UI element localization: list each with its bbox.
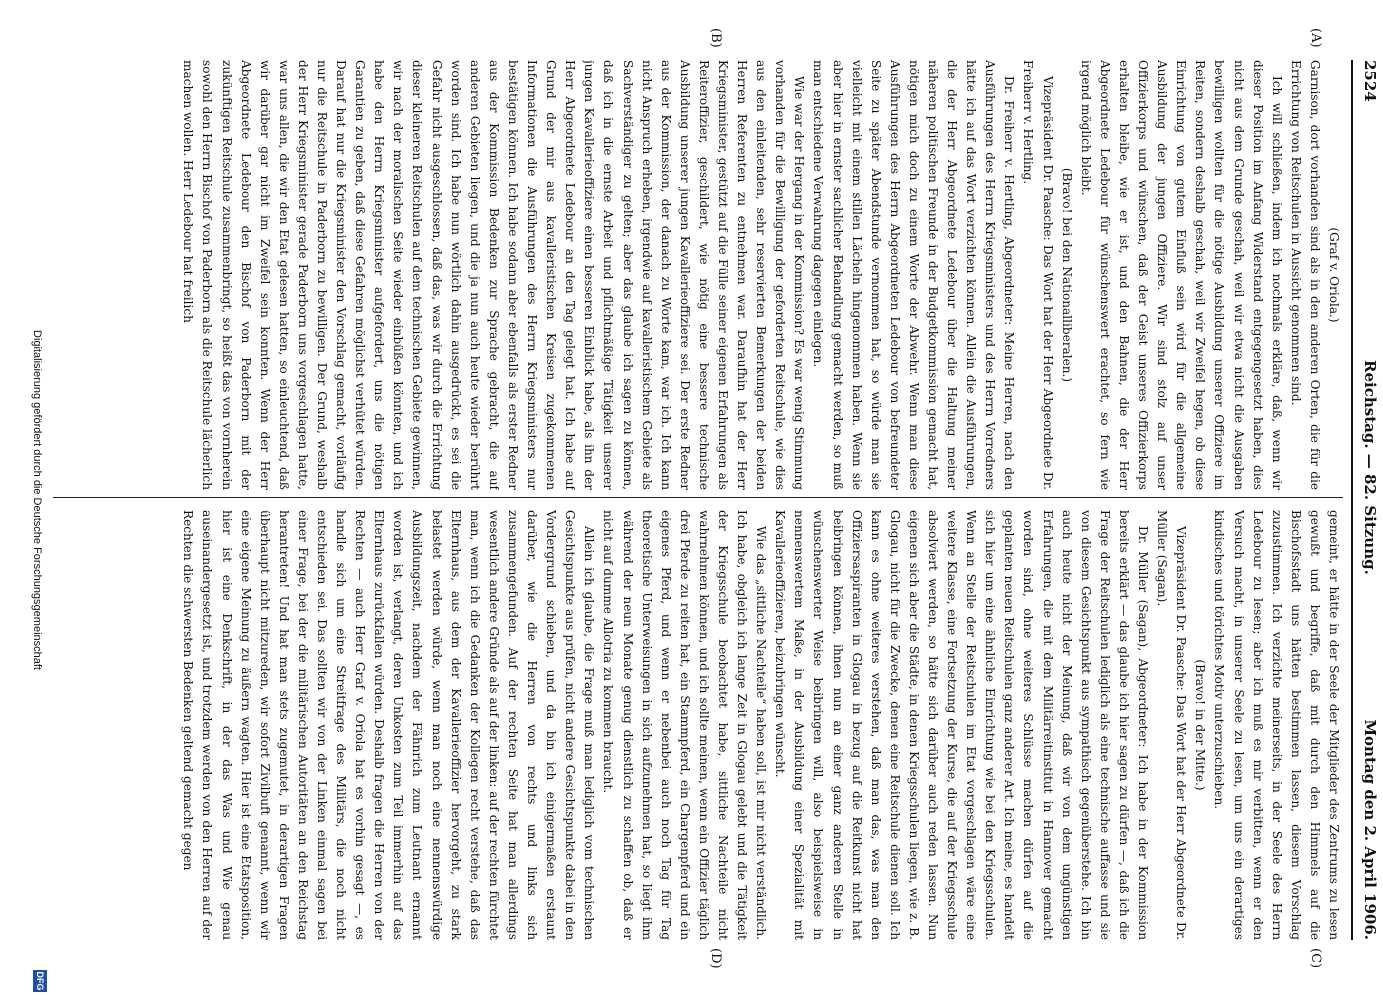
- paragraph: Dr. Freiherr v. Hertling, Abgeordneter: Meine Herren, nach den Ausführungen des Herrn Kriegsministers und des Herrn Vorredners hätte ich auf das Wort verzichten können. Allein die Ausführungen, die der Herr Abgeordnete Ledebour über die Haltung meiner näheren politischen Freunde in der Budgetkommission gemacht hat, nötigen mich doch zu einem Worte der Abwehr. Wenn man diese Ausführungen des Herrn Abgeordneten Ledebour von befreundeter Seite zu später Abendstunde vernommen hat, so würde man sie vielleicht mit einem stillen Lächeln hingenommen haben. Wenn sie aber hier in ernster sachlicher Behandlung gemacht werden, so muß man entschiedene Verwahrung dagegen einlegen.: [811, 60, 1017, 490]
- applause-note: (Bravo! in der Mitte.): [1193, 659, 1208, 791]
- page-title: Reichstag. — 82. Sitzung.: [1361, 360, 1379, 575]
- digitization-note: Digitalisierung gefördert durch die Deutsche Forschungsgemeinschaft: [31, 330, 43, 670]
- paragraph: Wie das „sittliche Nachteile“ haben soll, ist mir nicht verständlich. Ich habe, obgleich ich lange Zeit in Glogau gelebt und die Tätigkeit der Kriegsschule beobachtet habe, sittliche Nachteile nicht wahrnehmen können, und ich sollte meinen, wenn ein Offizier täglich drei Pferde zu reiten hat, ein Stammpferd, ein Chargenpferd und ein eigenes Pferd, und wenn er nebenbei auch noch Tag für Tag theoretische Unterweisungen in sich aufzunehmen hat, so liegt ihm während der neun Monate genug dienstlich zu schaffen ob, daß er nicht auf dumme Allotria zu kommen braucht.: [601, 510, 769, 940]
- header-rule: [1351, 60, 1353, 940]
- dfg-logo: DFG: [35, 971, 45, 991]
- page-number: 2524: [1361, 60, 1379, 102]
- president-remark: Vizepräsident Dr. Paasche: Das Wort hat der Herr Abgeordnete Dr. Müller (Sagan).: [1155, 510, 1189, 940]
- margin-mark-d: (D): [708, 948, 723, 969]
- left-column: [58, 60, 1343, 490]
- paragraph: Garnison, dort vorhanden sind als in den anderen Orten, die für die Errichtung von Reitschulen in Aussicht genommen sind.: [1288, 60, 1322, 490]
- president-remark: Vizepräsident Dr. Paasche: Das Wort hat der Herr Abgeordnete Dr. Freiherr v. Hertling.: [1021, 60, 1055, 490]
- paragraph: Dr. Müller (Sagan), Abgeordneter: Ich habe in der Kommission bereits erklärt — das glaube ich hier sagen zu dürfen —, daß ich die Frage der Reitschulen lediglich als eine technische auffasse und sie von diesem Gesichtspunkt aus sympathisch gegenüberstehe. Ich bin auch heute nicht der Meinung, daß wir von dem ungünstigen Erfahrungen, die mit dem Militärreitinstitut in Hannover gemacht worden sind, ohne weiteres Schlüsse machen dürfen auf die geplanten neuen Reitschulen ganz anderer Art. Ich meine, es handelt sich hier um eine ähnliche Einrichtung wie bei den Kriegsschulen. Wenn an Stelle der Reitschulen im Etat vorgeschlagen wäre eine weitere Klasse, eine Fortsetzung der Kurse, die auf der Kriegsschule absolviert werden, so hätte sich darüber auch reden lassen. Nun eigenen sich aber die Städte, in denen Kriegsschulen liegen, wie z. B. Glogau, nicht für die Zwecke, denen eine Reitschule dienen soll. Ich kann es ohne weiteres verstehen, daß man das, was man den Offiziersaspiranten in Glogau in bezug auf die Reitkunst nicht hat beibringen können, ihnen nun an einer ganz anderen Stelle in wünschenswerter Weise beibringen will, also beispielsweise in nennenswertem Maße, in der Ausbildung einer Spezialität mit Kavallerieoffizieren, beizubringen wünscht.: [773, 510, 1151, 940]
- margin-mark-c: (C): [1308, 948, 1323, 969]
- column-divider: [53, 497, 1343, 498]
- margin-mark-b: (B): [708, 28, 723, 48]
- running-head: [1353, 60, 1379, 940]
- margin-mark-a: (A): [1308, 28, 1323, 48]
- paragraph: Wie war der Hergang in der Kommission? Es war wenig Stimmung vorhanden für die Bewilligung der geforderten Reitschule, wie dies aus den einleitenden, sehr reservierten Bemerkungen der beiden Herren Referenten zu entnehmen war. Daraufhin hat der Herr Kriegsminister, gestützt auf die Fülle seiner eigenen Erfahrungen als Reiteroffizier, geschildert, wie nötig eine bessere technische Ausbildung unserer jungen Kavallerieoffiziere sei. Der erste Redner aus der Kommission, der danach zu Worte kam, war ich. Ich kann nicht Anspruch erheben, irgendwie auf kavalleristischem Gebiete als Sachverständiger zu gelten; aber das glaube ich sagen zu können, daß ich in die ernste Arbeit und pflichtmäßige Tätigkeit unserer jungen Kavallerieoffiziere einen besseren Einblick habe, als ihn der Herr Abgeordnete Ledebour an den Tag gelegt hat. Ich habe auf Grund der mir aus kavalleristischen Kreisen zugekommenen Informationen die Ausführungen des Herrn Kriegsministers nur bestätigen können. Ich habe sodann aber ebenfalls als erster Redner aus der Kommission Bedenken zur Sprache gebracht, die auf anderen Gebieten liegen, und die ja nun auch heute wieder berührt worden sind. Ich habe nun wörtlich dahin ausgedrückt, es sei die Gefahr nicht ausgeschlossen, daß das, was wir durch die Errichtung dieser kleineren Reitschulen auf dem technischen Gebiete gewinnen, wir nach der moralischen Seite wieder einbüßen könnten, und ich habe den Herrn Kriegsminister aufgefordert, uns die nötigen Garantien zu geben, daß diese Gefahren möglichst verhütet würden. Darauf hat nur die Kriegsminister den Vorschlag gemacht, vorläufig nur die Reitschule in Paderborn zu bewilligen. Der Grund, weshalb der Herr Kriegsminister gerade Paderborn uns vorgeschlagen hatte, war uns allen, die wir den Etat gelesen hatten, so einleuchtend, daß wir darüber gar nicht im Zweifel sein konnten. Wenn der Herr Abgeordnete Ledebour den Bischof von Paderborn mit der zukünftigen Reitschule zusammenbringt, so heißt das von vornherein sowohl den Herrn Bischof von Paderborn als die Reitschule lächerlich machen wollen. Herr Ledebour hat freilich: [181, 60, 807, 490]
- applause-note: (Bravo! bei den Nationalliberalen.): [1059, 167, 1074, 383]
- paragraph: gemeint, er hätte in der Seele der Mitglieder des Zentrums zu lesen gewußt und begriffe, daß mit durch den Himmels auf die Bischofsstadt uns hätten bestimmen lassen, diesem Vorschlag zuzustimmen. Ich verzichte meinerseits, in der Seele des Herrn Ledebour zu lesen; aber ich muß es mir verbitten, wenn er den Versuch macht, in unserer Seele zu lesen, um uns ein derartiges kindisches und törichtes Motiv unterzuschieben.: [1212, 510, 1341, 940]
- speaker-continuation: (Graf v. Oriola.): [1327, 227, 1341, 323]
- paragraph: Allein ich glaube, die Frage muß man lediglich vom technischen Gesichtspunkte aus prüfen, nicht andere Gesichtspunkte dabei in den Vordergrund schieben, und da bin ich einigermaßen erstaunt darüber, wie die Herren von rechts und links sich zusammengefunden. Auf der rechten Seite hat man allerdings wesentlich andere Gründe als auf der linken: auf der rechten fürchtet man, wenn ich die Gedanken der Kollegen recht verstehe, daß das Elternhaus, aus dem der Kavallerieoffizier hervorgeht, zu stark belastet werden würde, wenn man noch eine nennenswürdige Ausbildungszeit, nachdem der Fähnrich zum Leutnant ernannt worden ist, verlangt, deren Unkosten zum Teil immerhin auf das Elternhaus zurückfallen würden. Deshalb fragen die Herren von der Rechten — auch Herr Graf v. Oriola hat es vorhin gesagt —, es handle sich um eine Streitfrage des Militärs, die noch nicht entschieden sei. Das sollten wir von der Linken einmal sagen bei einer Frage, bei der die militärischen Autoritäten an den Reichstag herantreten! Und hat man stets zugemutet, in derartigen Fragen überhaupt nicht mitzureden, wir sofort Zivilbuft genannt, wenn wir eine eigene Meinung zu äußern wagten. Hier ist eine Etatsposition, hier ist eine Denkschrift, in der das Was und Wie genau auseinandergesetzt ist, und trotzdem werden von den Herren auf der Rechten die schwersten Bedenken geltend gemacht gegen: [181, 510, 597, 940]
- paragraph: Ich will schließen, indem ich nochmals erkläre, daß, wenn wir dieser Position im Anfang Widerstand entgegengesetzt haben, dies nicht aus dem Grunde geschah, weil wir etwa nicht die Ausgaben bewilligen wollten für die nötige Ausbildung unserer Offiziere im Reiten, sondern deshalb geschah, weil wir Zweifel hegen, ob diese Einrichtung von gutem Einfluß sein wird für die allgemeine Ausbildung der jungen Offiziere. Wir sind stolz auf unser Offizierkorps und wünschen, daß der Geist unseres Offizierkorps erhalten bleibe, wie er ist, und den Bahnen, die der Herr Abgeordnete Ledebour für wünschenswert erachtet, so fern wie irgend möglich bleibt.: [1078, 60, 1284, 490]
- session-date: Montag den 2. April 1906.: [1361, 719, 1379, 940]
- right-column: [58, 510, 1343, 940]
